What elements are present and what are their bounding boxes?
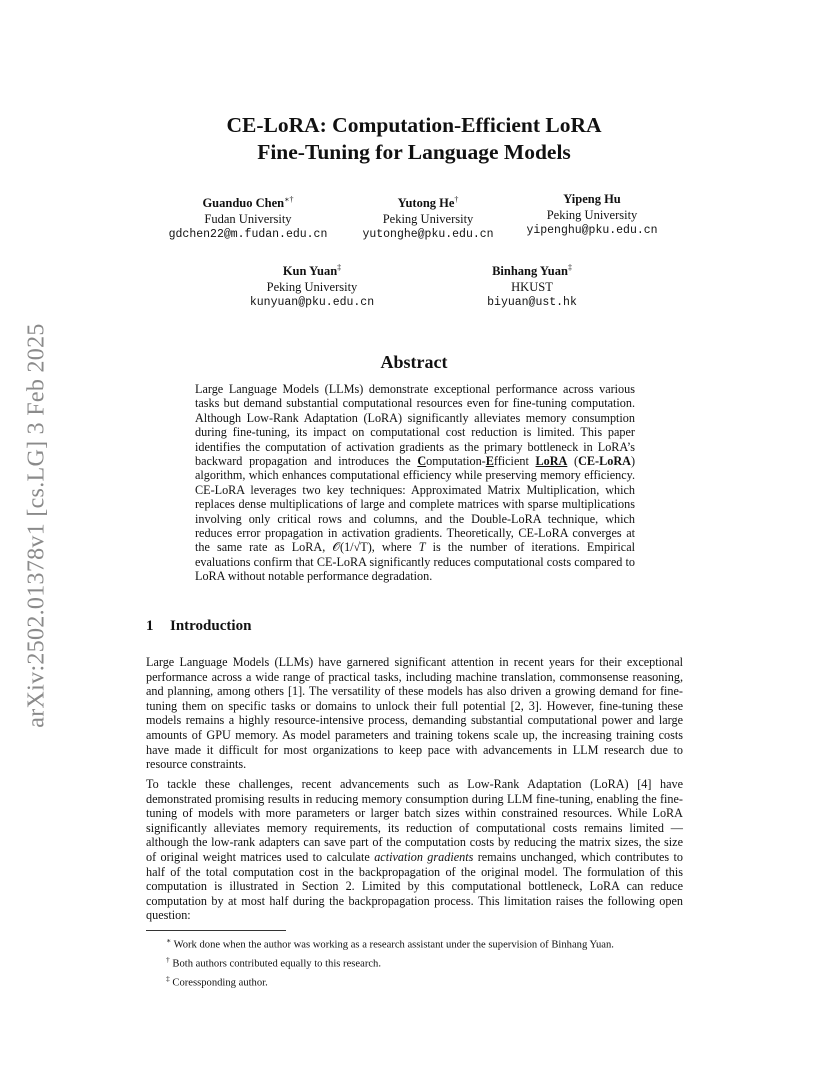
- author-name: Yutong He: [397, 196, 455, 211]
- abstract-part: (: [567, 454, 579, 469]
- author-email[interactable]: yipenghu@pku.edu.cn: [526, 224, 658, 237]
- author-email[interactable]: kunyuan@pku.edu.cn: [249, 296, 375, 310]
- title-line-2: Fine-Tuning for Language Models: [257, 140, 571, 164]
- abstract-heading: Abstract: [380, 352, 448, 372]
- author-affiliation: Peking University: [382, 211, 474, 226]
- author-email[interactable]: yutonghe@pku.edu.cn: [362, 228, 494, 242]
- abstract-acronym-letter: C: [417, 454, 427, 469]
- footnote-text: Both authors contributed equally to this research.: [172, 958, 381, 970]
- arxiv-identifier-text: arXiv:2502.01378v1 [cs.LG] 3 Feb 2025: [23, 322, 50, 728]
- author-block: [526, 192, 657, 239]
- footnote: [166, 953, 686, 972]
- author-mark: †: [454, 195, 459, 204]
- abstract-part: ) algorithm, which enhances computational efficiency while preserving memory efficiency. CE-LoRA leverages two key techniques: Approximated Matrix Multiplication, which replaces dense multiplications of large and complete matrices with sparse multiplications involving only critical rows and columns, and the Double-LoRA technique, which reduces error propagation in activation gradients. Theoretically, CE-LoRA converges at the same rate as LoRA,: [195, 454, 636, 555]
- section-title: Introduction: [170, 618, 252, 634]
- footnote: [166, 934, 686, 953]
- abstract-variable: T: [418, 540, 426, 555]
- footnote-mark: †: [166, 955, 170, 965]
- abstract-acronym-word: LoRA: [535, 454, 568, 469]
- abstract-part: omputation-: [426, 454, 486, 469]
- abstract-part: , where: [371, 540, 419, 555]
- title-line-1: CE-LoRA: Computation-Efficient LoRA: [226, 113, 602, 137]
- author-block: [487, 260, 577, 311]
- author-affiliation: Fudan University: [204, 211, 292, 226]
- footnote-mark: ‡: [166, 974, 170, 984]
- intro-paragraph-2: [146, 777, 683, 923]
- footnotes: [166, 934, 686, 991]
- paper-title: [0, 112, 828, 166]
- author-affiliation: HKUST: [511, 279, 553, 294]
- paragraph-part: To tackle these challenges, recent advancements such as Low-Rank Adaptation (LoRA) [4] have demonstrated promising results in reducing memory consumption during LLM fine-tuning, enabling the fine-tuning of models with more parameters or larger batch sizes within constrained resources. While LoRA significantly alleviates memory requirements, its reduction of computational costs remains limited — although the low-rank adapters can save part of the computation costs by reducing the matrix sizes, the size of original weight matrices used to calculate: [146, 777, 683, 864]
- author-name: Yipeng Hu: [563, 192, 621, 206]
- abstract-rate-formula: 𝒪(1/√T): [332, 540, 372, 555]
- author-affiliation: Peking University: [266, 279, 358, 294]
- author-affiliation: Peking University: [546, 207, 638, 222]
- author-email[interactable]: biyuan@ust.hk: [487, 296, 577, 310]
- author-mark: ‡: [567, 263, 572, 272]
- abstract-acronym-letter: E: [485, 454, 494, 469]
- abstract-method-name: CE-LoRA: [578, 454, 631, 469]
- author-name: Guanduo Chen: [202, 196, 285, 211]
- author-block: [250, 260, 374, 311]
- footnote-rule: [146, 930, 286, 931]
- footnote-text: Work done when the author was working as a research assistant under the supervision of Binhang Yuan.: [173, 939, 614, 951]
- intro-paragraph-1: Large Language Models (LLMs) have garnered significant attention in recent years for their exceptional performance across a wide range of practical tasks, including machine translation, commonsense reasoning, and planning, among others [1]. The versatility of these models has also driven a growing demand for fine-tuning them on specific tasks or domains to unlock their full potential [2, 3]. However, fine-tuning these models remains a highly resource-intensive process, demanding substantial computational power and large amounts of GPU memory. As model parameters and training tokens scale up, the increasing training costs have made it difficult for most organizations to keep pace with advancements in LLM research due to resource constraints.: [146, 655, 683, 772]
- paragraph-part: remains unchanged, which contributes to half of the total computation cost in the backpropagation of the original model. The formulation of this computation is illustrated in Section 2. Limited by this computational bottleneck, LoRA can reduce computation by at most half during the backpropagation process. This limitation raises the following open question:: [146, 849, 683, 923]
- author-name: Kun Yuan: [282, 264, 338, 279]
- author-mark: ∗†: [284, 195, 294, 204]
- section-heading: [146, 618, 251, 635]
- author-mark: ‡: [337, 263, 342, 272]
- emphasized-term: activation gradients: [374, 849, 474, 864]
- author-block: [362, 192, 493, 243]
- abstract-part: is the number of iterations. Empirical evaluations confirm that CE-LoRA significantly reduces computational costs compared to LoRA without notable performance degradation.: [195, 540, 635, 584]
- footnote: [166, 972, 686, 991]
- abstract-part: fficient: [493, 454, 536, 469]
- footnote-mark: ∗: [166, 936, 172, 945]
- author-name: Binhang Yuan: [492, 264, 568, 279]
- author-email[interactable]: gdchen22@m.fudan.edu.cn: [168, 228, 328, 242]
- abstract-text: [195, 382, 635, 584]
- abstract-part: Large Language Models (LLMs) demonstrate exceptional performance across various tasks but demand substantial computational resources even for fine-tuning computation. Although Low-Rank Adaptation (LoRA) significantly alleviates memory consumption during fine-tuning, its impact on computational cost reduction is limited. This paper identifies the computation of activation gradients as the primary bottleneck in LoRA’s backward propagation and introduces the: [195, 382, 635, 469]
- footnote-text: Coressponding author.: [172, 977, 268, 989]
- section-number: 1: [146, 618, 154, 634]
- author-block: [169, 192, 328, 243]
